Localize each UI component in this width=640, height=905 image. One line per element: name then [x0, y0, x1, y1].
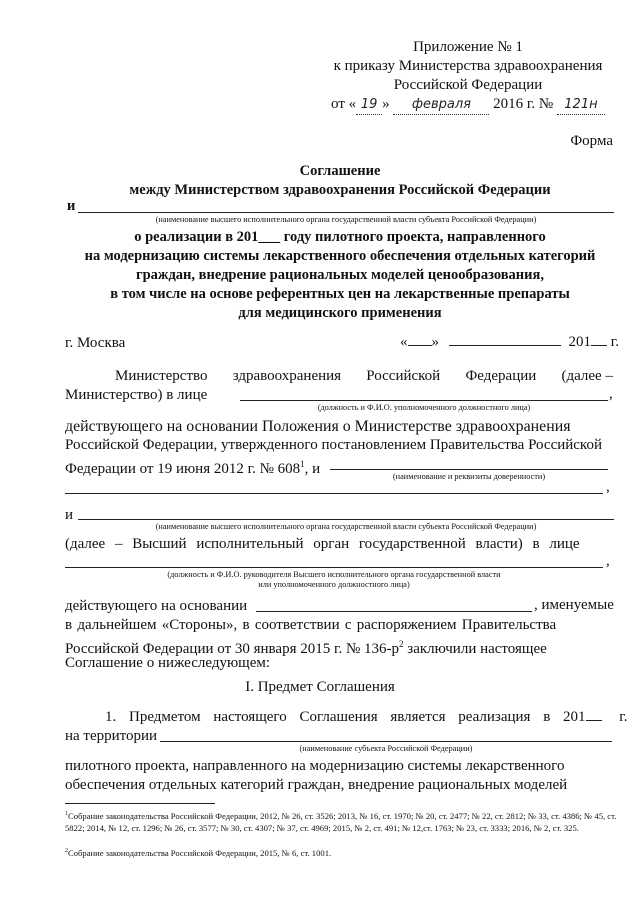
- year-blank[interactable]: [591, 345, 607, 346]
- appendix-number: Приложение № 1: [413, 39, 523, 55]
- p4-line-3: Российской Федерации от 30 января 2015 г. № $136-р^2$ заключили настоящее: [65, 639, 547, 657]
- p3-line-1: (далее – Высший исполнительный орган государственной власти) в лице: [65, 536, 580, 552]
- s1-line-3: пилотного проекта, направленного на модернизацию системы лекарственного: [65, 758, 565, 774]
- subject-name-field[interactable]: [160, 741, 612, 742]
- appendix-header: [323, 38, 613, 115]
- city-label: г. Москва: [65, 335, 126, 351]
- p2-line-2: Российской Федерации, утвержденного постановлением Правительства Российской: [65, 437, 602, 453]
- title-line-5: граждан, внедрение рациональных моделей ценообразования,: [136, 267, 544, 283]
- region-org-field[interactable]: [78, 519, 614, 520]
- p2-line-1: действующего на основании Положения о Министерстве здравоохранения: [65, 418, 571, 435]
- s1-line-4: обеспечения отдельных категорий граждан, внедрение рациональных моделей: [65, 777, 568, 793]
- footnote-divider: [65, 803, 215, 804]
- day-blank[interactable]: [408, 345, 432, 346]
- basis-field[interactable]: [256, 611, 532, 612]
- form-label: Форма: [570, 133, 613, 149]
- proxy-field-line-2[interactable]: [65, 493, 603, 494]
- month-blank[interactable]: [449, 345, 561, 346]
- date-day-handwritten: 19: [356, 95, 382, 115]
- agreement-date: « » 201 г.: [400, 334, 619, 350]
- s1-line-2: на территории: [65, 728, 158, 744]
- section-1-heading: I. Предмет Соглашения: [245, 679, 395, 695]
- footnote-ref-1[interactable]: 1: [300, 459, 305, 469]
- head-position-field[interactable]: [65, 567, 603, 568]
- year-blank-2[interactable]: [586, 720, 602, 721]
- caption-region-org-2: (наименование высшего исполнительного органа государственной власти субъекта Российской Федерации): [155, 522, 537, 531]
- p4-line-4: Соглашение о нижеследующем:: [65, 655, 271, 671]
- date-month-handwritten: февраля: [393, 95, 489, 115]
- p2b-and: и: [65, 507, 74, 523]
- title-line-2: между Министерством здравоохранения Российской Федерации: [129, 182, 551, 198]
- s1-line-1: 1. Предметом настоящего Соглашения является реализация в 201 г.: [105, 709, 628, 725]
- caption-region-org-1: (наименование высшего исполнительного органа государственной власти субъекта Российской Федерации): [155, 215, 537, 224]
- caption-subject: (наименование субъекта Российской Федерации): [299, 744, 473, 753]
- p4-line-1: действующего на основании: [65, 598, 248, 614]
- region-org-line-1[interactable]: [78, 212, 614, 213]
- title-and: и: [67, 198, 76, 214]
- title-line-4: на модернизацию системы лекарственного обеспечения отдельных категорий: [84, 248, 596, 264]
- caption-position: (должность и Ф.И.О. уполномоченного должностного лица): [317, 403, 531, 412]
- caption-head-2: или уполномоченного должностного лица): [258, 580, 410, 589]
- official-position-field[interactable]: [240, 400, 608, 401]
- footnote-1: $^1$Собрание законодательства Российской Федерации, 2012, № 26, ст. 3526; 2013, № 16, ст. 1970; № 20, ст. 2477; № 22, ст. 2812; № 33, ст. 4386; № 45, ст. 5822; 2014, № 12, ст. 1296; № 26, ст. 3577; № 30, ст. 4307; № 37, ст. 4969; 2015, № 2, ст. 491; № 12,ст. 1763; № 23, ст. 3333; 2016, № 2, ст. 325.: [65, 810, 617, 833]
- appendix-order-ref: к приказу Министерства здравоохранения: [333, 58, 603, 74]
- caption-proxy: (наименование и реквизиты доверенности): [392, 472, 546, 481]
- p1-line-2: Министерство) в лице: [65, 387, 208, 403]
- proxy-field[interactable]: [330, 469, 608, 470]
- title-line-1: Соглашение: [299, 163, 381, 179]
- appendix-date-line: от « 19 » февраля 2016 г. № 121н: [323, 95, 613, 115]
- title-line-3: о реализации в 201___ году пилотного проекта, направленного: [134, 229, 546, 245]
- p1-line-1: Министерство здравоохранения Российской Федерации (далее –: [115, 368, 613, 384]
- p2-line-3: Федерации от 19 июня 2012 г. № $608^1$, и: [65, 459, 321, 477]
- appendix-ministry: Российской Федерации: [393, 77, 543, 93]
- caption-head-1: (должность и Ф.И.О. руководителя Высшего исполнительного органа государственной власти: [167, 570, 501, 579]
- footnote-ref-2[interactable]: 2: [399, 639, 404, 649]
- order-number-handwritten: 121н: [557, 95, 605, 115]
- p4-line-2: в дальнейшем «Стороны», в соответствии с распоряжением Правительства: [65, 617, 557, 633]
- footnote-2: $^2$Собрание законодательства Российской Федерации, 2015, № 6, ст. 1001.: [65, 847, 332, 858]
- title-line-6: в том числе на основе референтных цен на лекарственные препараты: [110, 286, 570, 302]
- title-line-7: для медицинского применения: [238, 305, 442, 321]
